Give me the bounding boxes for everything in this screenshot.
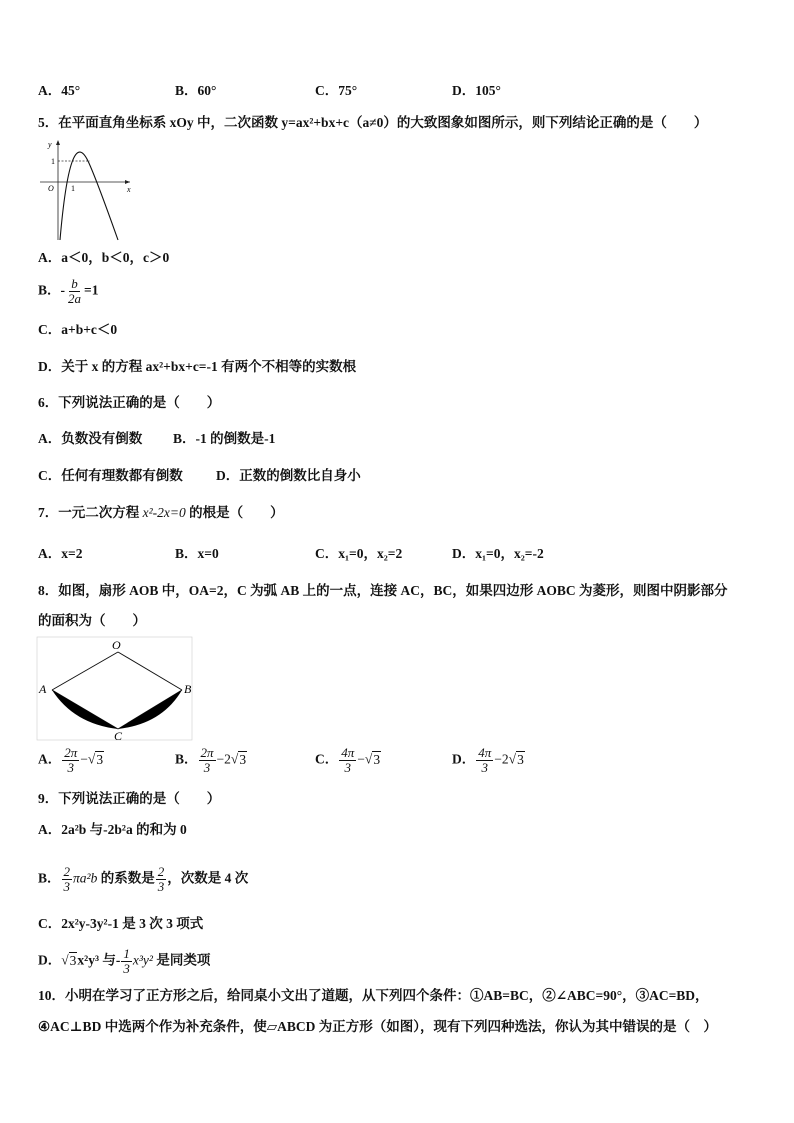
q9-option-b-mid: 的系数是: [97, 870, 155, 886]
q6-stem: 6．下列说法正确的是（ ）: [38, 395, 221, 410]
q7-option-b: B．x=0: [175, 546, 219, 561]
q9-option-b-num2: 2: [157, 864, 165, 879]
q8-option-c-tail: −: [357, 751, 365, 767]
q8-option-a-den: 3: [67, 760, 74, 775]
q8-label-a: A: [39, 682, 47, 696]
q9-option-d-fraction: [121, 947, 132, 976]
q9-option-d-end: 是同类项: [152, 952, 211, 968]
q8-stem-line1: 8．如图，扇形 AOB 中，OA=2，C 为弧 AB 上的一点，连接 AC，BC，如果四边形 AOBC 为菱形，则图中阴影部分: [38, 583, 728, 598]
q7-stem: [38, 504, 284, 522]
q8-option-d-fraction: [476, 746, 493, 775]
q8-option-b-label: B．: [175, 751, 198, 767]
q9-option-d-num: 1: [123, 946, 130, 961]
q9-option-b-end: ，次数是 4 次: [167, 870, 249, 886]
q5-option-c: C．a+b+c＜0: [38, 322, 118, 337]
q7-equation: x²-2x=0: [142, 505, 186, 520]
q9-option-b: [38, 865, 248, 894]
q5-one-x-label: 1: [71, 184, 75, 193]
q6-option-a: A．负数没有倒数: [38, 431, 143, 446]
q7-stem-suffix: 的根是（ ）: [185, 505, 284, 520]
q8-option-b-num: 2π: [200, 745, 214, 760]
q8-figure-frame: [37, 637, 192, 740]
q8-stem-line2: 的面积为（ ）: [38, 613, 146, 628]
q5-y-label: y: [48, 140, 52, 149]
q8-sector-figure: [36, 636, 194, 742]
q8-option-c-label: C．: [315, 751, 339, 767]
q9-option-a: A．2a²b 与-2b²a 的和为 0: [38, 822, 187, 837]
q5-parabola-curve: [60, 152, 118, 240]
q8-segment-oa: [52, 652, 118, 690]
q9-option-b-den: 3: [63, 879, 71, 894]
q9-option-c: C．2x²y-3y²-1 是 3 次 3 项式: [38, 916, 204, 931]
q5-option-a: A．a＜0，b＜0，c＞0: [38, 250, 170, 265]
q10-stem-line2: ④AC⊥BD 中选两个作为补充条件，使▱ABCD 为正方形（如图），现有下列四种选法，你认为其中错误的是（ ）: [38, 1019, 717, 1034]
q8-option-c: [315, 746, 381, 775]
q8-option-c-root: 3: [373, 751, 381, 767]
q5-option-b: [38, 277, 98, 306]
q10-stem-line1: 10．小明在学习了正方形之后，给同桌小文出了道题，从下列四个条件：①AB=BC，②∠ABC=90°，③AC=BD，: [38, 988, 709, 1003]
q8-option-a: [38, 746, 104, 775]
q8-option-c-num: 4π: [341, 745, 355, 760]
q4-option-a: A．45°: [38, 83, 81, 98]
q7-option-a: A．x=2: [38, 546, 83, 561]
q6-option-b: B．-1 的倒数是-1: [173, 431, 276, 446]
q5-parabola-graph: [38, 136, 138, 242]
q8-option-d-num: 4π: [478, 745, 492, 760]
q6-option-c: C．任何有理数都有倒数: [38, 468, 183, 483]
q8-option-b-tail: −2: [216, 751, 231, 767]
q8-label-c: C: [114, 729, 123, 742]
q8-option-a-fraction: [62, 746, 79, 775]
q9-option-d: [38, 947, 210, 976]
q5-one-y-label: 1: [51, 157, 55, 166]
q9-option-b-num: 2: [63, 864, 71, 879]
q8-option-a-root: 3: [96, 751, 104, 767]
q8-option-d: [452, 746, 525, 775]
q8-option-b-fraction: [199, 746, 216, 775]
q9-option-d-root: 3: [69, 952, 77, 968]
q8-option-d-sqrt: √3: [508, 751, 524, 767]
q9-option-d-term2: x³y²: [132, 952, 153, 968]
q8-option-a-num: 2π: [64, 745, 78, 760]
q7-option-c: C．x₁=0，x₂=2: [315, 546, 403, 561]
q9-option-b-label: B．: [38, 870, 61, 886]
q9-stem: 9．下列说法正确的是（ ）: [38, 791, 221, 806]
q8-option-b-den: 3: [203, 760, 211, 775]
q9-option-d-sqrt: √3: [61, 952, 77, 968]
q5-option-b-den: 2a: [68, 291, 81, 306]
q9-option-b-fraction: [62, 865, 73, 894]
q8-segment-ob: [118, 652, 182, 690]
q9-option-d-term: x²y³ 与-: [77, 952, 121, 968]
q9-option-d-label: D．: [38, 952, 62, 968]
q8-option-a-tail: −: [80, 751, 88, 767]
q5-option-b-suffix: =1: [84, 282, 99, 298]
q8-option-d-tail: −2: [494, 751, 509, 767]
q9-option-b-term: πa²b: [73, 870, 98, 886]
q9-option-b-fraction2: [156, 865, 167, 894]
q5-option-d: D．关于 x 的方程 ax²+bx+c=-1 有两个不相等的实数根: [38, 359, 357, 374]
q5-x-label: x: [127, 185, 131, 194]
q5-option-b-num: b: [71, 276, 78, 291]
q8-label-b: B: [184, 682, 192, 696]
q8-label-o: O: [112, 638, 121, 652]
q8-option-b-root: 3: [239, 751, 247, 767]
q5-origin-label: O: [48, 184, 54, 193]
q8-option-c-fraction: [339, 746, 356, 775]
q8-option-d-den: 3: [481, 760, 488, 775]
q9-option-b-den2: 3: [157, 879, 165, 894]
q9-option-d-den: 3: [123, 961, 130, 976]
q4-option-c: C．75°: [315, 83, 358, 98]
q4-option-d: D．105°: [452, 83, 501, 98]
q8-option-a-sqrt: √3: [87, 751, 104, 767]
q8-option-c-sqrt: √3: [364, 751, 381, 767]
q8-option-b: [175, 746, 247, 775]
q8-option-d-label: D．: [452, 751, 476, 767]
q8-option-c-den: 3: [344, 760, 351, 775]
q4-option-b: B．60°: [175, 83, 217, 98]
q5-x-arrow: [125, 180, 130, 184]
q5-option-b-fraction: [66, 277, 83, 306]
q6-option-d: D．正数的倒数比自身小: [216, 468, 361, 483]
q5-option-b-prefix: B．-: [38, 282, 65, 298]
q8-option-b-sqrt: √3: [230, 751, 247, 767]
q5-stem: 5．在平面直角坐标系 xOy 中，二次函数 y=ax²+bx+c（a≠0）的大致图象如图所示，则下列结论正确的是（ ）: [38, 115, 708, 130]
q7-stem-prefix: 7．一元二次方程: [38, 505, 143, 520]
q7-option-d: D．x₁=0，x₂=-2: [452, 546, 544, 561]
q5-y-arrow: [56, 140, 60, 145]
q8-option-d-root: 3: [517, 751, 524, 767]
q8-option-a-label: A．: [38, 751, 62, 767]
